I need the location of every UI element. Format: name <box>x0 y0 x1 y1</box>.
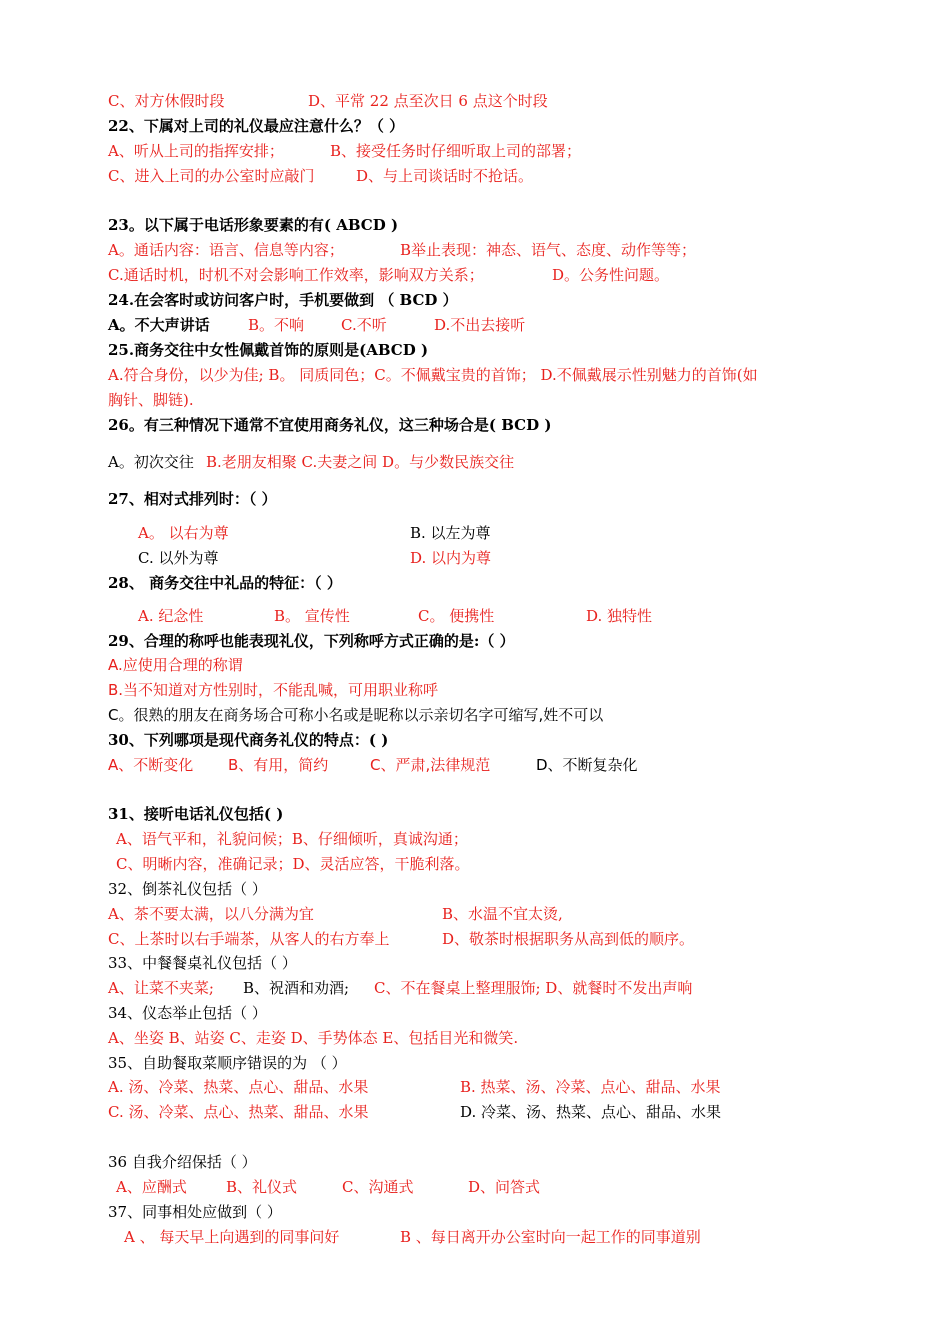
q25-title: 25.商务交往中女性佩戴首饰的原则是(ABCD ) <box>108 341 429 359</box>
q31-title: 31、接听电话礼仪包括( ) <box>108 805 284 823</box>
q36-option-c: C、沟通式 <box>342 1178 414 1196</box>
q22-option-b: B、接受任务时仔细听取上司的部署； <box>330 142 582 160</box>
q35-option-c: C. 汤、冷菜、点心、热菜、甜品、水果 <box>108 1103 369 1121</box>
q23-option-d: D。公务性问题。 <box>552 266 670 284</box>
q21-option-c: C、对方休假时段 <box>108 92 225 110</box>
q23-option-a: A。通话内容：语言、信息等内容； <box>108 241 344 259</box>
q32-option-c: C、上茶时以右手端茶，从客人的右方奉上 <box>108 930 390 948</box>
q29-title: 29、合理的称呼也能表现礼仪，下列称呼方式正确的是:（ ） <box>108 632 515 650</box>
q32-option-b: B、水温不宜太烫, <box>442 905 563 923</box>
q28-option-d: D. 独特性 <box>586 607 653 625</box>
q32-title: 32、倒茶礼仪包括（ ） <box>108 880 267 898</box>
q22-option-c: C、进入上司的办公室时应敲门 <box>108 167 315 185</box>
q30-option-d: D、不断复杂化 <box>536 756 638 774</box>
q37-option-a: A 、 每天早上向遇到的同事问好 <box>124 1228 340 1246</box>
q29-option-c: C。很熟的朋友在商务场合可称小名或是昵称以示亲切名字可缩写,姓不可以 <box>108 706 604 724</box>
q27-option-c: C. 以外为尊 <box>138 549 219 567</box>
q35-option-d: D. 冷菜、汤、热菜、点心、甜品、水果 <box>460 1103 722 1121</box>
q36-option-a: A、应酬式 <box>116 1178 187 1196</box>
q26-option-bcd: B.老朋友相聚 C.夫妻之间 D。与少数民族交往 <box>206 453 515 471</box>
q25-options-line-2: 胸针、脚链). <box>108 391 194 409</box>
q37-title: 37、同事相处应做到（ ） <box>108 1203 282 1221</box>
q33-option-a: A、让菜不夹菜; <box>108 979 214 997</box>
q26-title: 26。有三种情况下通常不宜使用商务礼仪，这三种场合是( BCD ) <box>108 416 552 434</box>
q23-title: 23。以下属于电话形象要素的有( ABCD ) <box>108 216 399 234</box>
q24-title: 24.在会客时或访问客户时，手机要做到 （ BCD ） <box>108 291 458 309</box>
q29-option-b: B.当不知道对方性别时，不能乱喊，可用职业称呼 <box>108 681 439 699</box>
q36-title: 36 自我介绍保括（ ） <box>108 1153 257 1171</box>
q30-option-a: A、不断变化 <box>108 756 194 774</box>
q27-option-d: D. 以内为尊 <box>410 549 492 567</box>
q33-option-cd: C、不在餐桌上整理服饰; D、就餐时不发出声响 <box>374 979 693 997</box>
q34-options-line: A、坐姿 B、站姿 C、走姿 D、手势体态 E、包括目光和微笑. <box>108 1029 519 1047</box>
q35-option-a: A. 汤、冷菜、热菜、点心、甜品、水果 <box>108 1078 369 1096</box>
q25-options-line-1: A.符合身份，以少为佳; B。 同质同色；C。不佩戴宝贵的首饰； D.不佩戴展示性别魅力的首饰(如 <box>108 366 758 384</box>
q30-title: 30、下列哪项是现代商务礼仪的特点：( ) <box>108 731 389 749</box>
q32-option-a: A、茶不要太满，以八分满为宜 <box>108 905 314 923</box>
q36-option-b: B、礼仪式 <box>226 1178 298 1196</box>
q23-option-c: C.通话时机，时机不对会影响工作效率，影响双方关系； <box>108 266 484 284</box>
q27-option-a: A。 以右为尊 <box>138 524 229 542</box>
q31-options-line-1: A、语气平和，礼貌问候；B、仔细倾听，真诚沟通； <box>116 830 468 848</box>
q21-option-d: D、平常 22 点至次日 6 点这个时段 <box>308 92 548 110</box>
q26-option-a: A。初次交往 <box>108 453 194 471</box>
q22-option-d: D、与上司谈话时不抢话。 <box>356 167 534 185</box>
q28-option-c: C。 便携性 <box>418 607 495 625</box>
q35-option-b: B. 热菜、汤、冷菜、点心、甜品、水果 <box>460 1078 721 1096</box>
q37-option-b: B 、每日离开办公室时向一起工作的同事道别 <box>400 1228 701 1246</box>
q24-option-a: A。不大声讲话 <box>108 316 210 334</box>
q27-title: 27、相对式排列时：（ ） <box>108 490 277 508</box>
q28-title: 28、 商务交往中礼品的特征：（ ） <box>108 574 342 592</box>
q22-option-a: A、听从上司的指挥安排； <box>108 142 284 160</box>
q28-option-b: B。 宣传性 <box>274 607 350 625</box>
q24-option-d: D.不出去接听 <box>434 316 526 334</box>
q35-title: 35、自助餐取菜顺序错误的为 （ ） <box>108 1054 347 1072</box>
q30-option-b: B、有用，简约 <box>228 756 329 774</box>
q27-option-b: B. 以左为尊 <box>410 524 491 542</box>
q22-title: 22、下属对上司的礼仪最应注意什么？（ ） <box>108 117 405 135</box>
q33-option-b: B、祝酒和劝酒; <box>243 979 350 997</box>
q29-option-a: A.应使用合理的称谓 <box>108 656 243 674</box>
q30-option-c: C、严肃,法律规范 <box>370 756 491 774</box>
q32-option-d: D、敬茶时根据职务从高到低的顺序。 <box>442 930 695 948</box>
q28-option-a: A. 纪念性 <box>138 607 204 625</box>
q36-option-d: D、问答式 <box>468 1178 541 1196</box>
q23-option-b: B举止表现：神态、语气、态度、动作等等； <box>400 241 697 259</box>
q24-option-b: B。不响 <box>248 316 305 334</box>
q31-options-line-2: C、明晰内容，准确记录；D、灵活应答，干脆利落。 <box>116 855 470 873</box>
q34-title: 34、仪态举止包括（ ） <box>108 1004 267 1022</box>
q24-option-c: C.不听 <box>341 316 387 334</box>
q33-title: 33、中餐餐桌礼仪包括（ ） <box>108 954 297 972</box>
